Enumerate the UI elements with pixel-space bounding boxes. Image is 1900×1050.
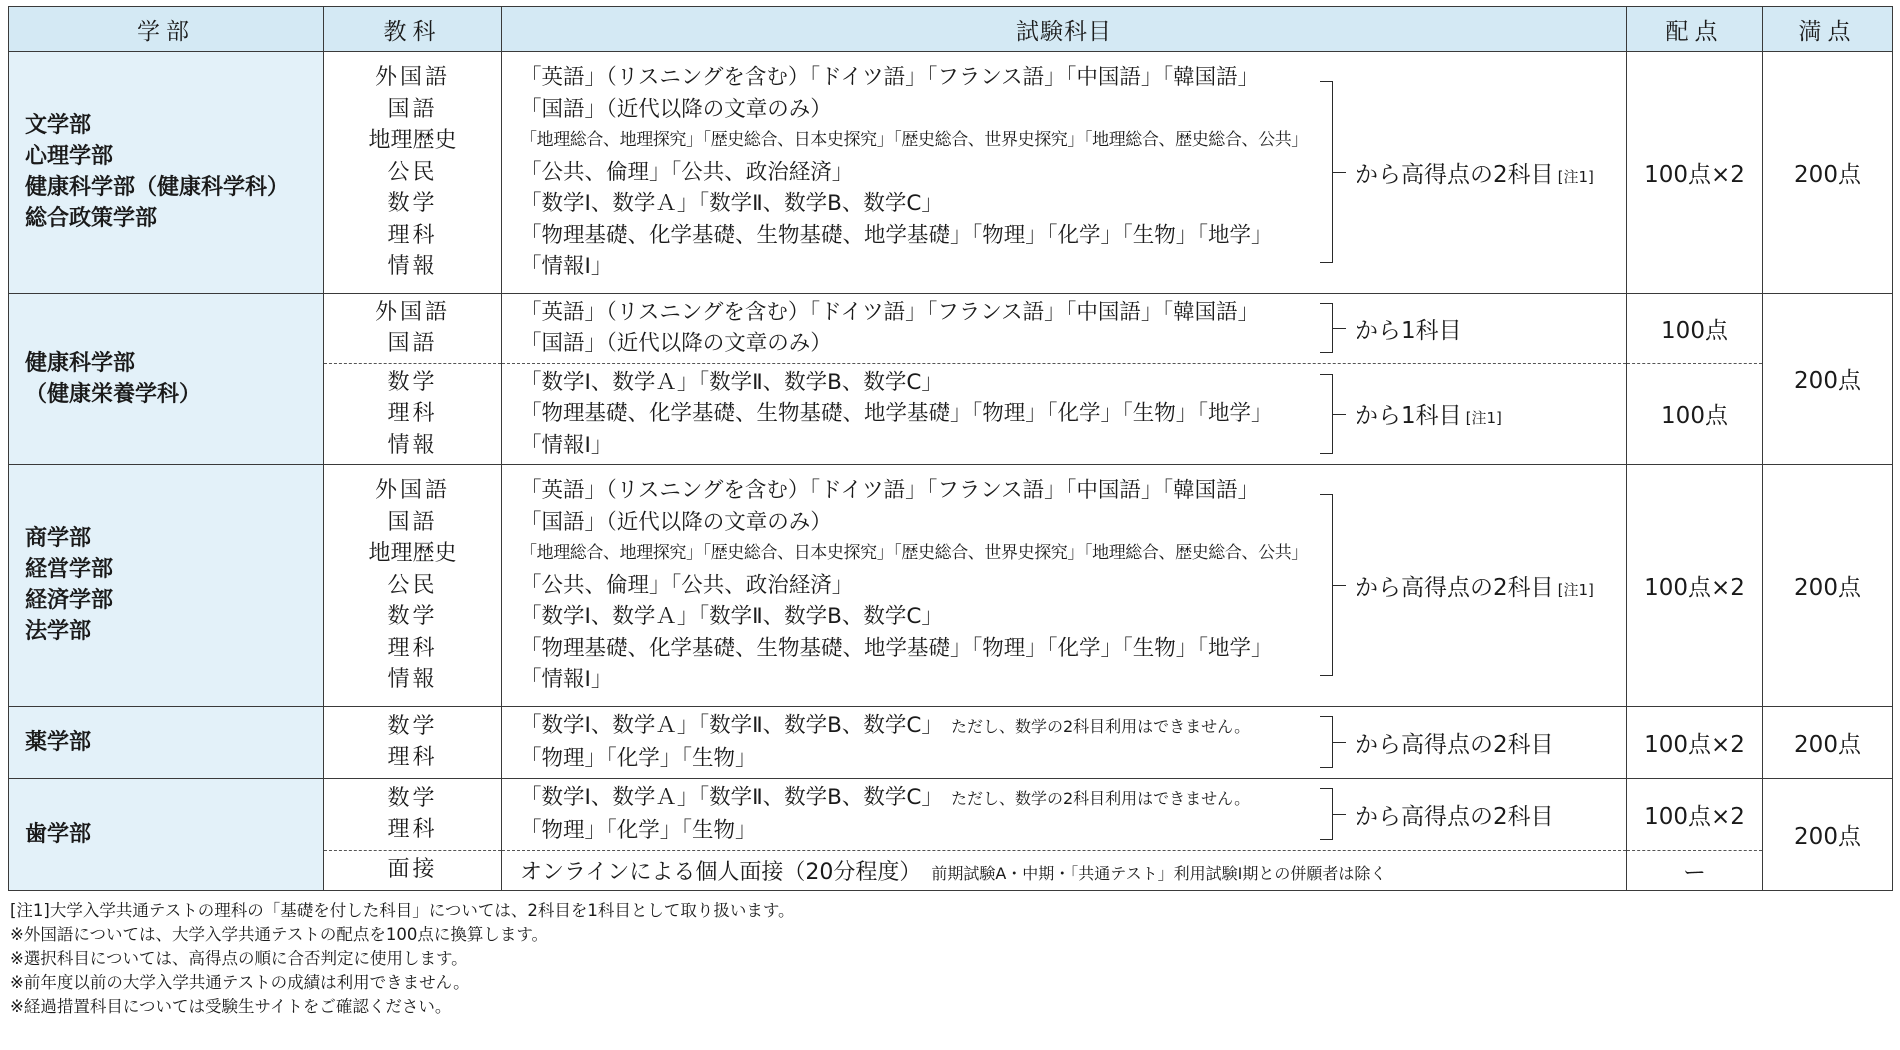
subject-name: 公民 [387,572,438,598]
points-cell: 100点 [1627,293,1763,363]
bracket [1320,494,1333,676]
subject-name: 数学 [387,604,438,629]
exam-line: 「物理基礎、化学基礎、生物基礎、地学基礎」「物理」「化学」「生物」「地学」 [520,401,1273,426]
exam-cell [502,465,1627,707]
dept-name: 歯学部 [25,821,92,847]
dept-cell [9,778,324,890]
points-cell: 100点×2 [1627,52,1763,294]
subject-cell [324,363,502,465]
subject-name: 理科 [387,222,438,248]
subject-name: 情報 [387,667,438,692]
exam-line: 「物理」「化学」「生物」 [520,817,757,843]
note-ref: [注1] [1557,167,1594,186]
subject-name: 外国語 [374,478,450,503]
subject-name: 理科 [387,745,438,770]
header-row [9,7,1893,52]
exam-line: 「地理総合、地理探究」「歴史総合、日本史探究」「歴史総合、世界史探究」「地理総合、歴史総合、公共」 [520,543,1308,563]
bracket [1320,81,1333,263]
exam-line: 「情報Ⅰ」 [520,254,613,279]
exam-line: 「数学Ⅰ、数学Ａ」「数学Ⅱ、数学B、数学C」 [520,785,943,810]
bracket [1320,303,1333,353]
selection-rule: から1科目 [1355,317,1462,344]
full-score-cell: 200点 [1763,465,1893,707]
subject-cell [324,465,502,707]
dept-name: 経営学部 [25,557,114,583]
subject-cell [324,293,502,363]
exam-line-note: ただし、数学の2科目利用はできません。 [950,789,1251,808]
dept-cell [9,293,324,465]
dept-cell [9,706,324,778]
selection-rule: から高得点の2科目 [1355,574,1554,601]
exam-line-note: ただし、数学の2科目利用はできません。 [950,717,1251,736]
exam-line: 「物理基礎、化学基礎、生物基礎、地学基礎」「物理」「化学」「生物」「地学」 [520,635,1273,661]
full-score-cell: 200点 [1763,778,1893,890]
dept-name: 商学部 [25,526,92,552]
interview-text: オンラインによる個人面接（20分程度） [520,859,922,885]
subject-name: 数学 [387,713,438,739]
exam-line: 「物理基礎、化学基礎、生物基礎、地学基礎」「物理」「化学」「生物」「地学」 [520,222,1273,248]
exam-line: 「情報Ⅰ」 [520,432,613,458]
full-score-cell: 200点 [1763,293,1893,465]
note-ref: [注1] [1557,580,1594,599]
dept-cell [9,465,324,707]
subject-name: 情報 [387,432,438,458]
header-exam: 試験科目 [502,7,1627,52]
full-score-cell: 200点 [1763,706,1893,778]
subject-cell [324,706,502,778]
subject-name: 数学 [387,191,438,216]
bracket [1320,788,1333,840]
subject-cell [324,778,502,850]
exam-line: 「公共、倫理」「公共、政治経済」 [520,572,854,598]
exam-line: 「数学Ⅰ、数学Ａ」「数学Ⅱ、数学B、数学C」 [520,191,943,216]
subject-name: 数学 [387,369,438,395]
footnote: ※経過措置科目については受験生サイトをご確認ください。 [10,996,452,1016]
dept-name: 健康科学部（健康科学科） [25,175,290,201]
exam-line: 「数学Ⅰ、数学Ａ」「数学Ⅱ、数学B、数学C」 [520,604,943,629]
footnote: ※外国語については、大学入学共通テストの配点を100点に換算します。 [10,924,549,944]
footnote: ※選択科目については、高得点の順に合否判定に使用します。 [10,948,468,968]
subject-name: 数学 [387,785,438,811]
subject-name: 公民 [387,159,438,185]
dept-name: 総合政策学部 [25,206,158,232]
exam-line: 「国語」（近代以降の文章のみ） [520,96,832,122]
points-cell: 100点×2 [1627,465,1763,707]
block-pharmacy-row [9,706,1893,778]
exam-cell [502,363,1627,465]
exam-line: 「地理総合、地理探究」「歴史総合、日本史探究」「歴史総合、世界史探究」「地理総合、歴史総合、公共」 [520,130,1308,150]
block-literature-row [9,52,1893,294]
dept-cell [9,52,324,294]
selection-rule: から高得点の2科目 [1355,803,1554,830]
subject-name: 地理歴史 [368,128,457,153]
dept-name: 健康科学部 [25,350,136,376]
selection-rule: から高得点の2科目 [1355,161,1554,188]
note-ref: [注1] [1465,409,1502,428]
exam-line: 「情報Ⅰ」 [520,667,613,692]
header-dept: 学部 [9,7,324,52]
exam-cell [502,778,1627,850]
subject-cell [324,850,502,890]
header-points: 配点 [1627,7,1763,52]
block-nutrition-row-top [9,293,1893,363]
exam-line: 「英語」（リスニングを含む）「ドイツ語」「フランス語」「中国語」「韓国語」 [520,478,1260,503]
block-commerce-row [9,465,1893,707]
exam-line: 「英語」（リスニングを含む）「ドイツ語」「フランス語」「中国語」「韓国語」 [520,299,1260,325]
points-cell: 100点 [1627,363,1763,465]
points-cell: 100点×2 [1627,706,1763,778]
footnotes [8,899,1892,1019]
selection-rule: から高得点の2科目 [1355,731,1554,758]
exam-cell [502,706,1627,778]
header-full: 満点 [1763,7,1893,52]
dept-name: 薬学部 [25,729,92,755]
exam-line: 「数学Ⅰ、数学Ａ」「数学Ⅱ、数学B、数学C」 [520,369,943,395]
subject-cell [324,52,502,294]
exam-line: 「国語」（近代以降の文章のみ） [520,509,832,535]
points-cell: 100点×2 [1627,778,1763,850]
interview-note: 前期試験A・中期・「共通テスト」利用試験Ⅰ期との併願者は除く [931,863,1387,883]
exam-line: 「公共、倫理」「公共、政治経済」 [520,159,854,185]
subject-name: 理科 [387,635,438,661]
exam-cell [502,850,1627,890]
header-subject: 教科 [324,7,502,52]
points-cell: ー [1627,850,1763,890]
subject-name: 理科 [387,401,438,426]
exam-subjects-table-container [8,6,1892,1019]
footnote: [注1]大学入学共通テストの理科の「基礎を付した科目」については、2科目を1科目として取り扱います。 [10,900,795,920]
exam-line: 「国語」（近代以降の文章のみ） [520,331,832,356]
dept-name: 法学部 [25,619,92,645]
dept-name: 心理学部 [25,144,114,170]
exam-subjects-table [8,6,1893,891]
subject-name: 地理歴史 [368,541,457,566]
subject-name: 外国語 [374,299,450,325]
subject-name: 国語 [387,509,438,535]
subject-name: 国語 [387,96,438,122]
exam-line: 「英語」（リスニングを含む）「ドイツ語」「フランス語」「中国語」「韓国語」 [520,65,1260,90]
subject-name: 国語 [387,331,438,356]
subject-name: 外国語 [374,65,450,90]
bracket [1320,716,1333,768]
bracket [1320,374,1333,454]
dept-name: 文学部 [25,113,92,139]
exam-cell [502,293,1627,363]
block-dentistry-row-top [9,778,1893,850]
selection-rule: から1科目 [1355,403,1462,430]
exam-line: 「物理」「化学」「生物」 [520,745,757,771]
dept-name: （健康栄養学科） [25,381,202,407]
full-score-cell: 200点 [1763,52,1893,294]
exam-cell [502,52,1627,294]
footnote: ※前年度以前の大学入学共通テストの成績は利用できません。 [10,972,470,992]
subject-name: 情報 [387,254,438,279]
subject-name: 理科 [387,817,438,842]
exam-line: 「数学Ⅰ、数学Ａ」「数学Ⅱ、数学B、数学C」 [520,713,943,738]
dept-name: 経済学部 [25,588,114,614]
subject-name: 面接 [387,857,438,883]
